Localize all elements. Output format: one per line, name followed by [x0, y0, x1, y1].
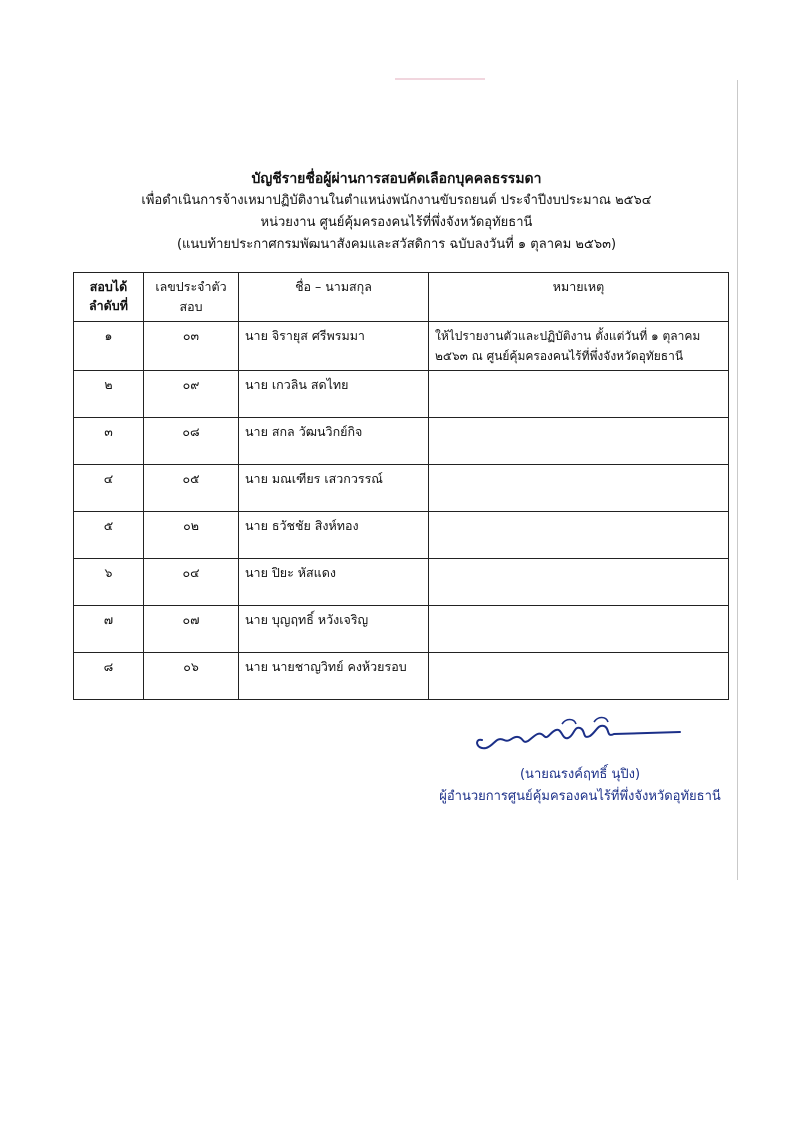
note-line1: ให้ไปรายงานตัวและปฏิบัติงาน ตั้งแต่วันที่ ๑ ตุลาคม — [435, 329, 701, 343]
table-row — [74, 512, 729, 559]
document-unit: หน่วยงาน ศูนย์คุ้มครองคนไร้ที่พึ่งจังหวัดอุทัยธานี — [260, 215, 533, 230]
header-rank-line2: ลำดับที่ — [89, 298, 128, 313]
table-header-row — [74, 273, 729, 322]
cell-name: นาย นายชาญวิทย์ คงห้วยรอบ — [239, 653, 429, 700]
table-row — [74, 653, 729, 700]
handwritten-signature — [470, 710, 690, 760]
cell-exam-id: ๐๗ — [144, 606, 239, 653]
table-row — [74, 322, 729, 371]
cell-note — [429, 418, 729, 465]
document-reference: (แนบท้ายประกาศกรมพัฒนาสังคมและสวัสดิการ ฉบับลงวันที่ ๑ ตุลาคม ๒๕๖๓) — [176, 237, 617, 252]
cell-note — [429, 371, 729, 418]
signatory-title: ผู้อำนวยการศูนย์คุ้มครองคนไร้ที่พึ่งจังหวัดอุทัยธานี — [439, 789, 721, 804]
cell-rank: ๖ — [74, 559, 144, 606]
header-rank — [74, 273, 144, 322]
cell-note — [429, 559, 729, 606]
cell-name: นาย จิรายุส ศรีพรมมา — [239, 322, 429, 371]
header-rank-line1: สอบได้ — [89, 279, 128, 294]
header-note: หมายเหตุ — [429, 273, 729, 322]
cell-exam-id: ๐๖ — [144, 653, 239, 700]
table-row — [74, 559, 729, 606]
document-title: บัญชีรายชื่อผู้ผ่านการสอบคัดเลือกบุคคลธรรมดา — [251, 171, 542, 187]
header-exam-id-line2: สอบ — [179, 299, 203, 314]
cell-note — [429, 653, 729, 700]
scan-mark — [395, 78, 485, 80]
cell-exam-id: ๐๘ — [144, 418, 239, 465]
cell-note — [429, 322, 729, 371]
cell-exam-id: ๐๓ — [144, 322, 239, 371]
cell-rank: ๓ — [74, 418, 144, 465]
cell-rank: ๒ — [74, 371, 144, 418]
cell-name: นาย สกล วัฒนวิกย์กิจ — [239, 418, 429, 465]
cell-rank: ๑ — [74, 322, 144, 371]
table-row — [74, 418, 729, 465]
signature-block — [420, 700, 740, 810]
cell-rank: ๗ — [74, 606, 144, 653]
header-name: ชื่อ – นามสกุล — [239, 273, 429, 322]
table-row — [74, 371, 729, 418]
signatory-name: (นายณรงค์ฤทธิ์ นุปิง) — [519, 767, 641, 782]
cell-note — [429, 512, 729, 559]
cell-name: นาย ปิยะ หัสแดง — [239, 559, 429, 606]
cell-name: นาย มณเฑียร เสวกวรรณ์ — [239, 465, 429, 512]
note-line2: ๒๕๖๓ ณ ศูนย์คุ้มครองคนไร้ที่พึ่งจังหวัดอุทัยธานี — [435, 349, 684, 363]
table-row — [74, 465, 729, 512]
header-exam-id — [144, 273, 239, 322]
cell-note — [429, 465, 729, 512]
cell-exam-id: ๐๒ — [144, 512, 239, 559]
cell-rank: ๘ — [74, 653, 144, 700]
header-exam-id-line1: เลขประจำตัว — [155, 279, 227, 294]
cell-name: นาย เกวลิน สดไทย — [239, 371, 429, 418]
cell-exam-id: ๐๕ — [144, 465, 239, 512]
cell-note — [429, 606, 729, 653]
cell-rank: ๕ — [74, 512, 144, 559]
cell-exam-id: ๐๙ — [144, 371, 239, 418]
table-row — [74, 606, 729, 653]
cell-name: นาย ธวัชชัย สิงห์ทอง — [239, 512, 429, 559]
document-subtitle: เพื่อดำเนินการจ้างเหมาปฏิบัติงานในตำแหน่งพนักงานขับรถยนต์ ประจำปีงบประมาณ ๒๕๖๔ — [141, 193, 652, 208]
cell-rank: ๔ — [74, 465, 144, 512]
cell-exam-id: ๐๔ — [144, 559, 239, 606]
results-table — [73, 272, 729, 700]
cell-name: นาย บุญฤทธิ์ หวังเจริญ — [239, 606, 429, 653]
